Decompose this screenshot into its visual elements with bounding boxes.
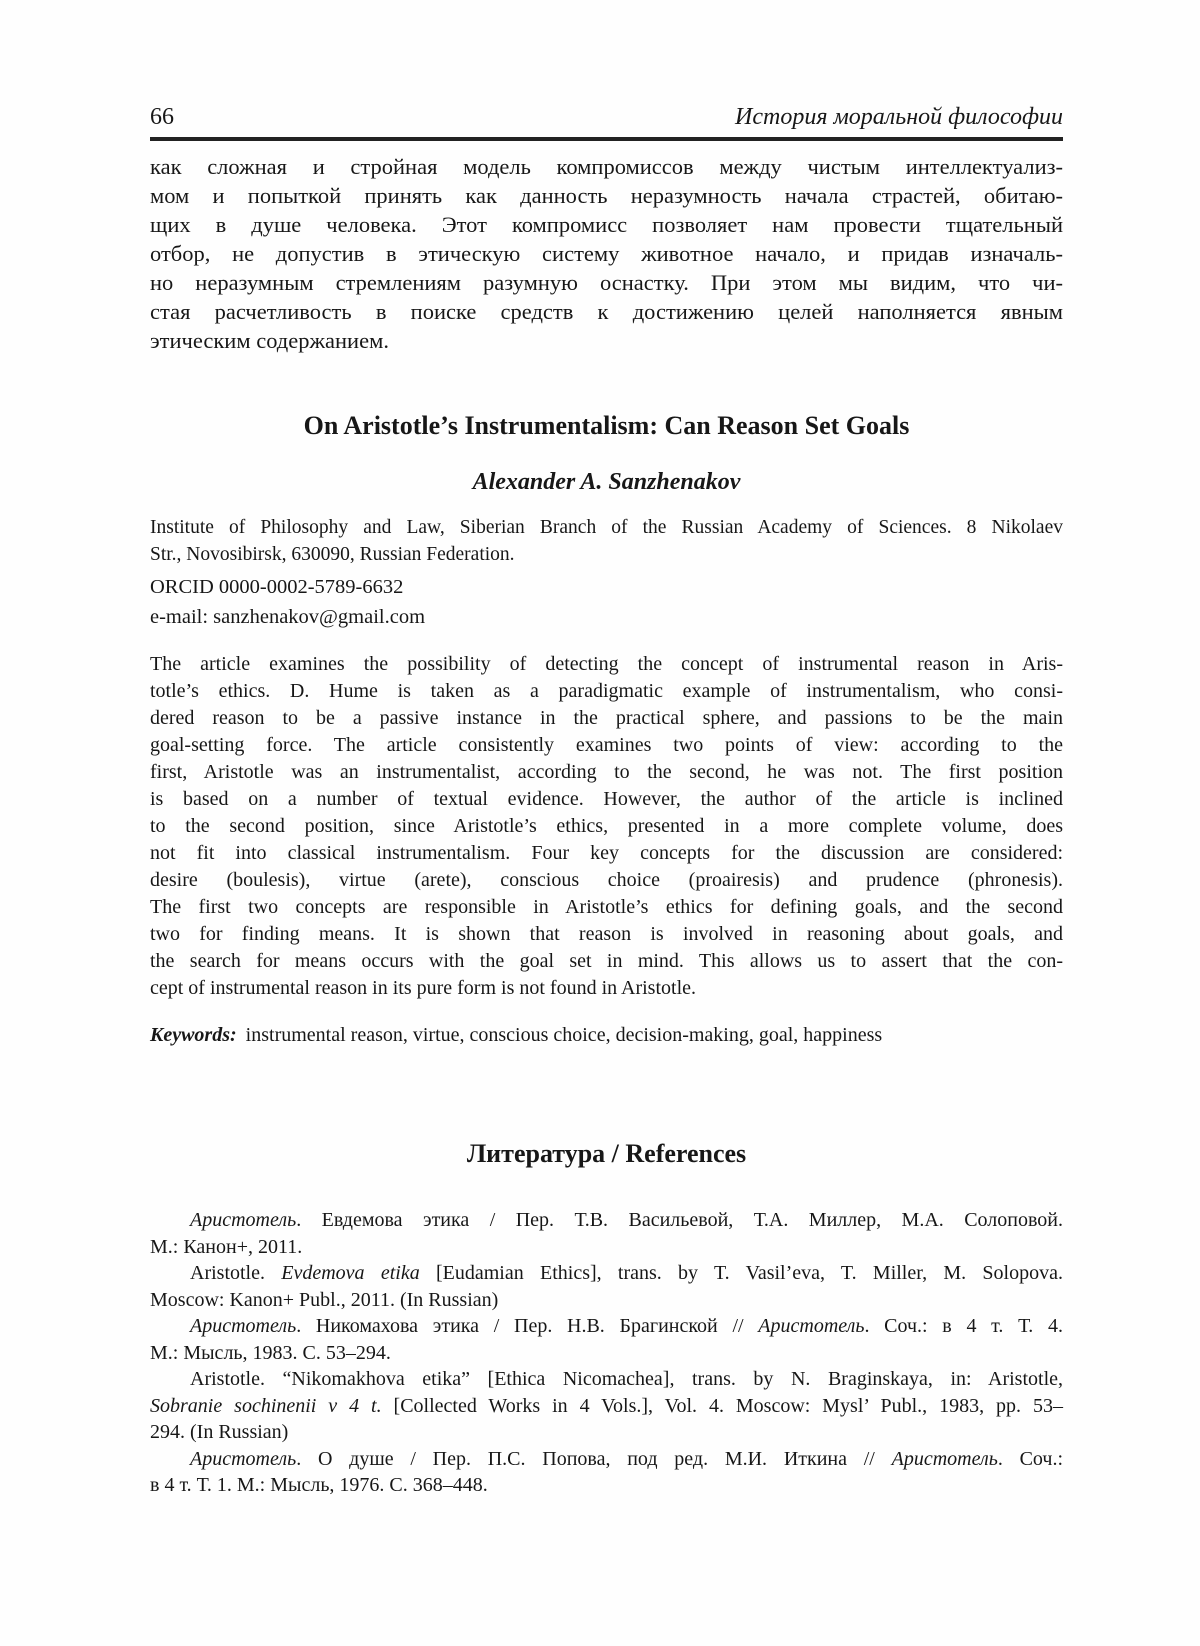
reference-entry: Aristotle. “Nikomakhova etika” [Ethica Nicomachea], trans. by N. Braginskaya, in: Aristotle, Sobranie sochinenii v 4 t. [Collected Works in 4 Vols.], Vol. 4. Moscow: Mysl’ Publ., 1983, pp. 53– 294. (In Russian) — [150, 1368, 1063, 1443]
article-author: Alexander A. Sanzhenakov — [472, 469, 741, 495]
reference-entry: Аристотель. О душе / Пер. П.С. Попова, под ред. М.И. Иткина // Аристотель. Соч.: в 4 т. Т. 1. М.: Мысль, 1976. С. 368–448. — [150, 1447, 1064, 1496]
contact-block — [150, 572, 1063, 632]
orcid-line: ORCID 0000-0002-5789-6632 — [150, 576, 404, 598]
intro-paragraph: как сложная и стройная модель компромиссов между чистым интеллектуализ- мом и попыткой принять как данность неразумность начала страстей, обитаю- щих в душе человека. Этот компромисс позволяет нам провести тщательный отбор, не допустив в этическую систему животное начало, и придав изначаль- но неразумным стремлениям разумную оснастку. При этом мы видим, что чи- стая расчетливость в поиске средств к достижению целей наполняется явным этическим содержанием. — [150, 154, 1063, 353]
keywords-label: Keywords: — [150, 1024, 237, 1046]
header-rule — [150, 137, 1063, 141]
reference-entry: Аристотель. Никомахова этика / Пер. Н.В. Брагинской // Аристотель. Соч.: в 4 т. Т. 4. М.: Мысль, 1983. С. 53–294. — [150, 1315, 1063, 1364]
article-title: On Aristotle’s Instrumentalism: Can Reason Set Goals — [303, 411, 910, 440]
page-number: 66 — [150, 104, 174, 130]
affiliation: Institute of Philosophy and Law, Siberian Branch of the Russian Academy of Sciences. 8 Nikolaev Str., Novosibirsk, 630090, Russian Federation. — [150, 517, 1063, 565]
running-header — [150, 104, 1063, 130]
reference-entry: Aristotle. Evdemova etika [Eudamian Ethics], trans. by T. Vasil’eva, T. Miller, M. Solopova. Moscow: Kanon+ Publ., 2011. (In Russian) — [150, 1262, 1063, 1311]
reference-entry: Аристотель. Евдемова этика / Пер. Т.В. Васильевой, Т.А. Миллер, М.А. Солоповой. М.: Канон+, 2011. — [150, 1209, 1063, 1258]
keywords-text: instrumental reason, virtue, conscious choice, decision-making, goal, happiness — [245, 1024, 883, 1046]
email-line: e-mail: sanzhenakov@gmail.com — [150, 606, 426, 628]
keywords-line — [150, 1022, 1063, 1049]
references-heading: Литература / References — [466, 1139, 747, 1168]
references-list — [150, 1207, 1063, 1499]
abstract: The article examines the possibility of detecting the concept of instrumental reason in Aris- totle’s ethics. D. Hume is taken as a paradigmatic example of instrumentalism, who consi- dered reason to be a passive instance in the practical sphere, and passions to be the main goal-setting force. The article consistently examines two points of view: according to the first, Aristotle was an instrumentalist, according to the second, he was not. The first position is based on a number of textual evidence. However, the author of the article is inclined to the second position, since Aristotle’s ethics, presented in a more complete volume, does not fit into classical instrumentalism. Four key concepts for the discussion are considered: desire (boulesis), virtue (arete), conscious choice (proairesis) and prudence (phronesis). The first two concepts are responsible in Aristotle’s ethics for defining goals, and the second two for finding means. It is shown that reason is involved in reasoning about goals, and the search for means occurs with the goal set in mind. This allows us to assert that the con- cept of instrumental reason in its pure form is not found in Aristotle. — [150, 653, 1063, 999]
running-title: История моральной философии — [735, 104, 1063, 130]
